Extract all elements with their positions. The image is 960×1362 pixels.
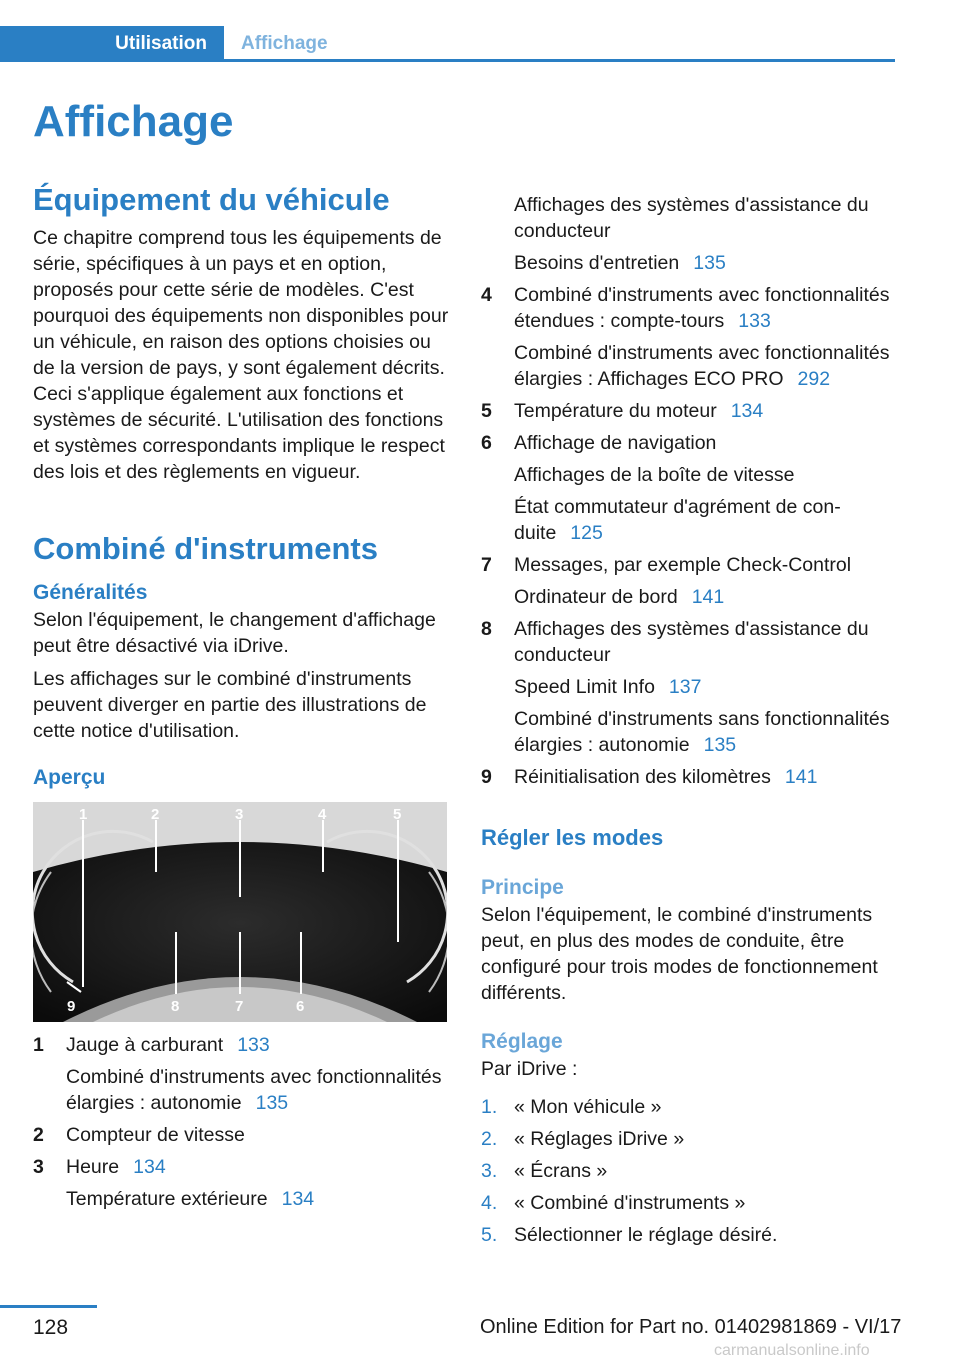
header-rule [0, 59, 895, 62]
page-ref-link[interactable]: 133 [738, 310, 771, 332]
generalites-paragraph-2: Les affichages sur le combiné d'instruments peuvent diverger en partie des illustrations de cette notice d'utilisation. [33, 668, 427, 742]
subheading-generalites: Généralités [33, 581, 148, 604]
legend-text: Affichage de navigation [514, 432, 717, 454]
legend-text: Affichages des systèmes d'assistance du conducteur [514, 618, 869, 666]
legend-subitem [514, 494, 895, 546]
legend-text: Combiné d'instruments avec fonctionnalités élargies : Affichages ECO PRO [514, 342, 890, 390]
legend-list-left [33, 1032, 451, 1212]
legend-subitem [514, 250, 895, 276]
legend-text: Besoins d'entretien [514, 252, 680, 274]
step-number: 1. [481, 1096, 498, 1118]
step-item [481, 1158, 895, 1184]
callout-label-9: 9 [67, 998, 76, 1015]
step-item [481, 1094, 895, 1120]
page-title: Affichage [33, 97, 234, 146]
step-number: 3. [481, 1160, 498, 1182]
tab-affichage[interactable]: Affichage [241, 33, 328, 54]
page-ref-link[interactable]: 141 [784, 766, 818, 788]
principe-body: Selon l'équipement, le combiné d'instruments peut, en plus des modes de conduite, être configuré pour trois modes de fonctionnement différents. [481, 904, 878, 1004]
legend-number: 1 [33, 1034, 44, 1056]
page-ref-link[interactable]: 134 [730, 400, 764, 422]
subheading-principe: Principe [481, 876, 564, 899]
legend-list-right [481, 192, 895, 790]
step-text: « Réglages iDrive » [514, 1128, 685, 1150]
step-number: 4. [481, 1192, 498, 1214]
generalites-paragraph-1: Selon l'équipement, le changement d'affichage peut être désactivé via iDrive. [33, 609, 436, 657]
legend-item-8 [481, 616, 895, 668]
legend-subitem [514, 192, 895, 244]
legend-subitem [514, 584, 895, 610]
legend-text: Heure [66, 1156, 120, 1178]
legend-text: Température extérieure [66, 1188, 268, 1210]
step-item [481, 1222, 895, 1248]
reglage-steps [481, 1094, 895, 1248]
footer-rule [0, 1305, 97, 1308]
legend-number: 5 [481, 400, 492, 422]
legend-text: Messages, par exemple Check-Control [514, 554, 852, 576]
callout-label-1: 1 [79, 806, 88, 823]
step-text: « Combiné d'instruments » [514, 1192, 746, 1214]
legend-item-7 [481, 552, 895, 578]
callout-label-3: 3 [235, 806, 244, 823]
callout-label-5: 5 [393, 806, 402, 823]
page-ref-link[interactable]: 137 [668, 676, 702, 698]
legend-subitem [514, 706, 895, 758]
legend-item-6 [481, 430, 895, 456]
right-column [481, 192, 895, 1248]
callout-label-8: 8 [171, 998, 180, 1015]
legend-subitem [514, 462, 895, 488]
page-ref-link[interactable]: 134 [281, 1188, 315, 1210]
legend-number: 6 [481, 432, 492, 454]
tab-utilisation[interactable]: Utilisation [0, 26, 224, 62]
page-ref-link[interactable]: 134 [133, 1156, 166, 1178]
section-title-equipement: Équipement du véhicule [33, 182, 390, 217]
chapter-tabbar [0, 26, 895, 62]
legend-text: Combiné d'instruments avec fonctionnalités étendues : compte-tours [514, 284, 890, 332]
section-title-combine: Combiné d'instruments [33, 531, 378, 566]
legend-number: 9 [481, 766, 492, 788]
legend-text: Ordinateur de bord [514, 586, 678, 608]
legend-number: 7 [481, 554, 492, 576]
left-column [33, 180, 451, 1212]
instrument-cluster-illustration [33, 802, 447, 1022]
edition-note: Online Edition for Part no. 01402981869 - VI/17 [480, 1316, 902, 1338]
page-ref-link[interactable]: 135 [703, 734, 737, 756]
legend-item-3 [33, 1154, 451, 1180]
subheading-reglage: Réglage [481, 1030, 563, 1053]
legend-subitem [66, 1064, 451, 1116]
page-ref-link[interactable]: 292 [797, 368, 831, 390]
legend-text: Affichages de la boîte de vitesse [514, 464, 795, 486]
page-ref-link[interactable]: 135 [693, 252, 726, 274]
subheading-apercu: Aperçu [33, 766, 106, 789]
legend-text: Jauge à carburant [66, 1034, 224, 1056]
callout-label-4: 4 [318, 806, 327, 823]
step-text: Sélectionner le réglage désiré. [514, 1224, 778, 1246]
legend-subitem [66, 1186, 451, 1212]
legend-item-5 [481, 398, 895, 424]
legend-text: Affichages des systèmes d'assistance du conducteur [514, 194, 869, 242]
legend-item-1 [33, 1032, 451, 1058]
legend-item-4 [481, 282, 895, 334]
legend-number: 8 [481, 618, 492, 640]
legend-subitem [514, 340, 895, 392]
page-number: 128 [33, 1316, 69, 1339]
legend-number: 4 [481, 284, 492, 306]
step-number: 2. [481, 1128, 498, 1150]
watermark: carmanualsonline.info [714, 1342, 870, 1359]
step-item [481, 1190, 895, 1216]
callout-label-6: 6 [296, 998, 305, 1015]
equipement-body: Ce chapitre comprend tous les équipements de série, spécifiques à un pays et en option, proposés pour cette série de modèles. C'est pourquoi des équipements non disponibles pour un véhicule, en raison des options choisies ou de la version de pays, y sont également décrits. Ceci s'applique également aux fonctions et systèmes de sécurité. L'utilisation des fonctions et systèmes correspondants implique le respect des lois et des règlements en vigueur. [33, 227, 449, 483]
page-ref-link[interactable]: 135 [255, 1092, 289, 1114]
callout-label-2: 2 [151, 806, 160, 823]
step-number: 5. [481, 1224, 498, 1246]
legend-number: 2 [33, 1124, 44, 1146]
legend-text: Réinitialisation des kilomètres [514, 766, 771, 788]
page-ref-link[interactable]: 133 [237, 1034, 270, 1056]
legend-text: Speed Limit Info [514, 676, 655, 698]
legend-text: Combiné d'instruments avec fonctionnalités élargies : autonomie [66, 1066, 442, 1114]
step-item [481, 1126, 895, 1152]
legend-text: Combiné d'instruments sans fonctionnalités élargies : autonomie [514, 708, 890, 756]
legend-subitem [514, 674, 895, 700]
step-text: « Écrans » [514, 1160, 608, 1182]
legend-text: État commutateur d'agrément de conduite [514, 496, 841, 544]
legend-text: Température du moteur [514, 400, 717, 422]
legend-item-9 [481, 764, 895, 790]
section-title-regler-modes: Régler les modes [481, 825, 664, 850]
legend-text: Compteur de vitesse [66, 1124, 245, 1146]
legend-item-2 [33, 1122, 451, 1148]
page-ref-link[interactable]: 141 [691, 586, 725, 608]
page-ref-link[interactable]: 125 [570, 522, 603, 544]
step-text: « Mon véhicule » [514, 1096, 662, 1118]
legend-number: 3 [33, 1156, 44, 1178]
callout-label-7: 7 [235, 998, 244, 1015]
reglage-intro: Par iDrive : [481, 1058, 578, 1080]
